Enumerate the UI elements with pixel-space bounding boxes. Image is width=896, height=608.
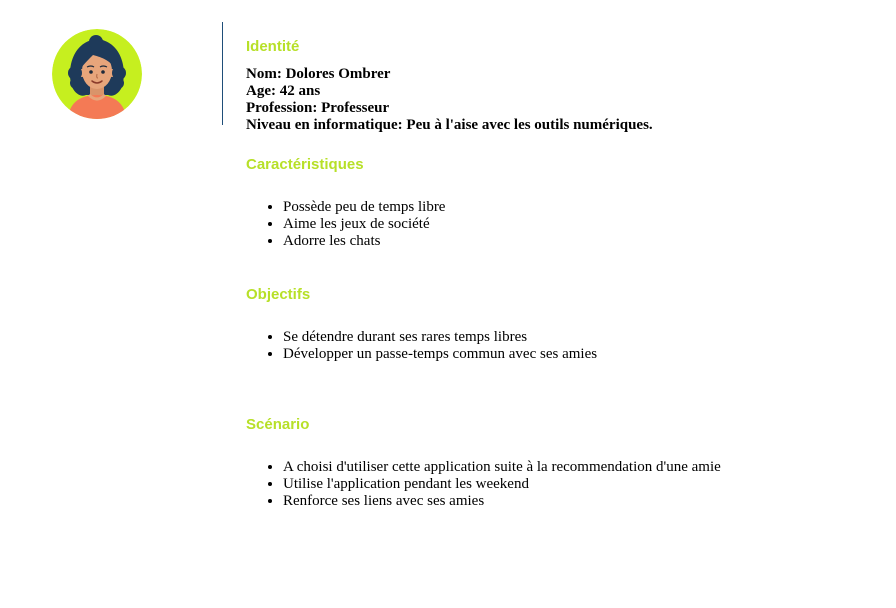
identity-name-value: Dolores Ombrer — [285, 66, 391, 82]
identity-profession-line — [246, 100, 653, 117]
identity-age-line — [246, 83, 653, 100]
list-item: • Développer un passe-temps commun avec ses amies — [283, 346, 597, 363]
identity-profession-label: Profession: — [246, 100, 318, 116]
list-item: • Se détendre durant ses rares temps libres — [283, 329, 597, 346]
objectives-list — [246, 329, 597, 363]
identity-level-label: Niveau en informatique: — [246, 117, 403, 133]
identity-title: Identité — [246, 38, 300, 55]
list-item: • A choisi d'utiliser cette application suite à la recommendation d'une amie — [283, 459, 721, 476]
identity-name-line — [246, 66, 653, 83]
identity-age-label: Age: — [246, 83, 276, 99]
persona-avatar-icon — [52, 29, 142, 119]
list-item: • Renforce ses liens avec ses amies — [283, 493, 721, 510]
scenario-title: Scénario — [246, 416, 310, 433]
characteristics-title: Caractéristiques — [246, 156, 364, 173]
scenario-list — [246, 459, 721, 510]
identity-profession-value: Professeur — [321, 100, 390, 116]
identity-level-line — [246, 117, 653, 134]
list-item: • Adorre les chats — [283, 233, 445, 250]
characteristics-list — [246, 199, 445, 250]
header-divider — [222, 22, 223, 125]
identity-name-label: Nom: — [246, 66, 282, 82]
list-item: • Utilise l'application pendant les weekend — [283, 476, 721, 493]
identity-age-value: 42 ans — [279, 83, 321, 99]
objectives-title: Objectifs — [246, 286, 311, 303]
identity-block — [246, 66, 653, 134]
identity-level-value: Peu à l'aise avec les outils numériques. — [406, 117, 653, 133]
list-item: • Aime les jeux de société — [283, 216, 445, 233]
list-item: • Possède peu de temps libre — [283, 199, 445, 216]
